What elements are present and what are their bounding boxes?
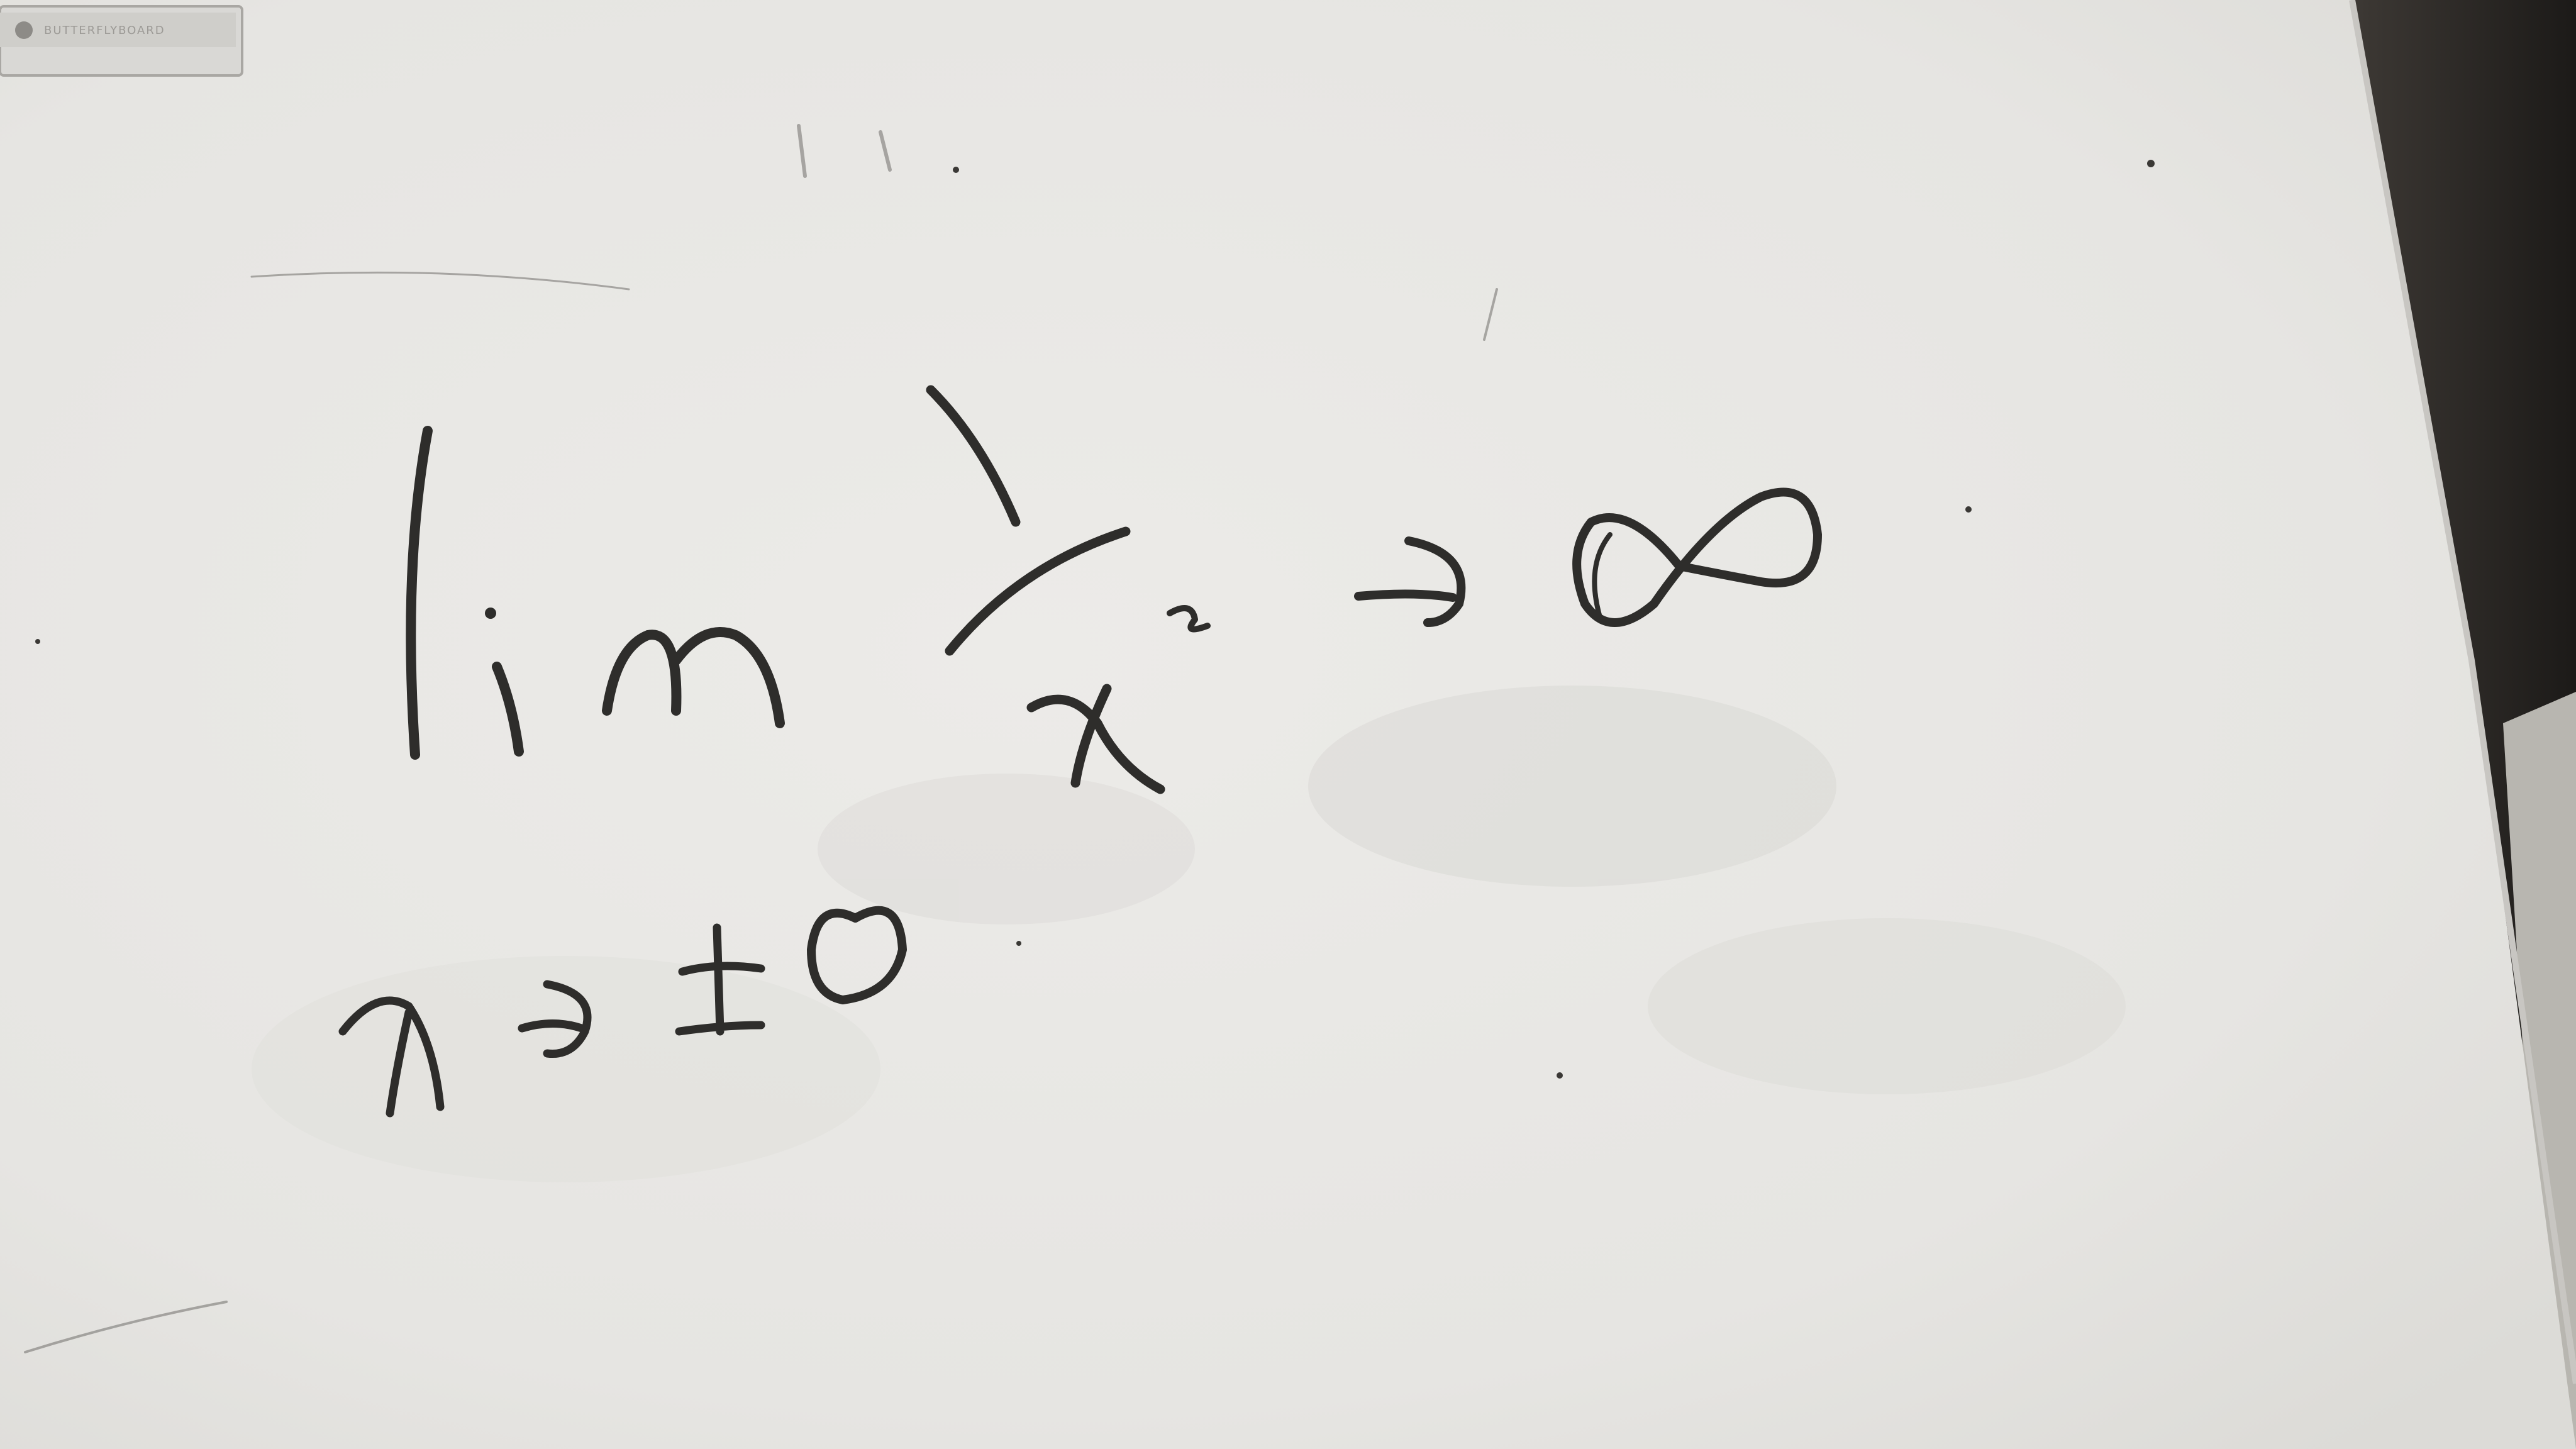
brand-label-plate [0, 6, 242, 75]
board-brand-text: BUTTERFLYBOARD [44, 24, 165, 37]
